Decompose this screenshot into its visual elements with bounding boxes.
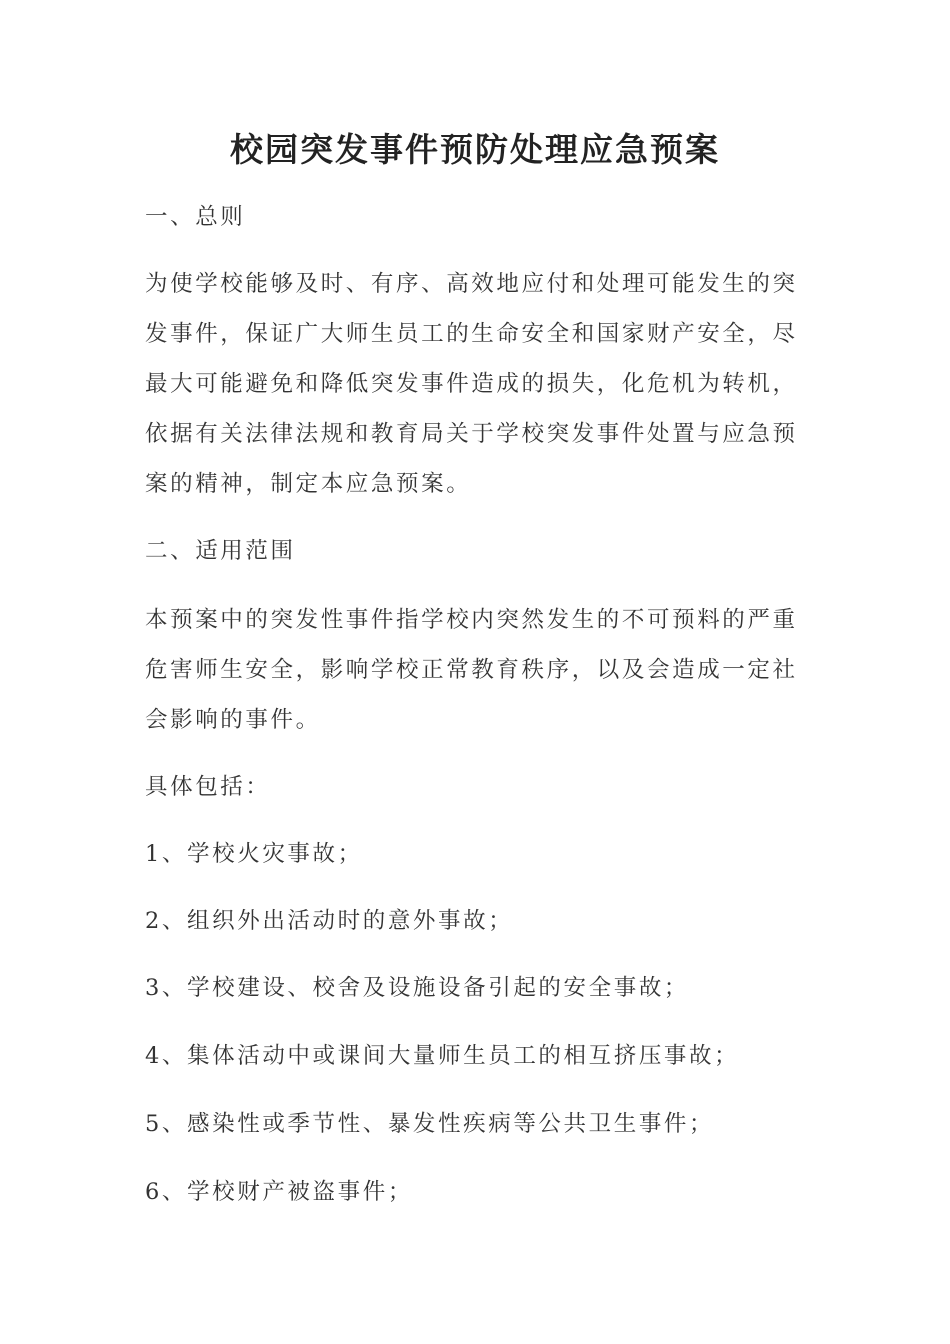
list-item: 2、组织外出活动时的意外事故； <box>145 908 514 934</box>
list-item: 3、学校建设、校舍及设施设备引起的安全事故； <box>145 975 690 1001</box>
list-item: 4、集体活动中或课间大量师生员工的相互挤压事故； <box>145 1043 740 1069</box>
general-paragraph: 为使学校能够及时、有序、高效地应付和处理可能发生的突发事件，保证广大师生员工的生命安全和国家财产安全，尽最大可能避免和降低突发事件造成的损失，化危机为转机，依据有关法律法规和教育局关于学校突发事件处置与应急预案的精神，制定本应急预案。 <box>145 271 798 497</box>
section-heading-general: 一、总则 <box>145 204 246 230</box>
list-item: 5、感染性或季节性、暴发性疾病等公共卫生事件； <box>145 1111 715 1137</box>
scope-list-intro: 具体包括： <box>145 774 271 800</box>
list-item: 1、学校火灾事故； <box>145 841 363 867</box>
list-item: 6、学校财产被盗事件； <box>145 1179 413 1205</box>
document-title: 校园突发事件预防处理应急预案 <box>230 130 720 169</box>
section-heading-scope: 二、适用范围 <box>145 538 296 564</box>
scope-paragraph: 本预案中的突发性事件指学校内突然发生的不可预料的严重危害师生安全，影响学校正常教育秩序，以及会造成一定社会影响的事件。 <box>145 607 798 733</box>
